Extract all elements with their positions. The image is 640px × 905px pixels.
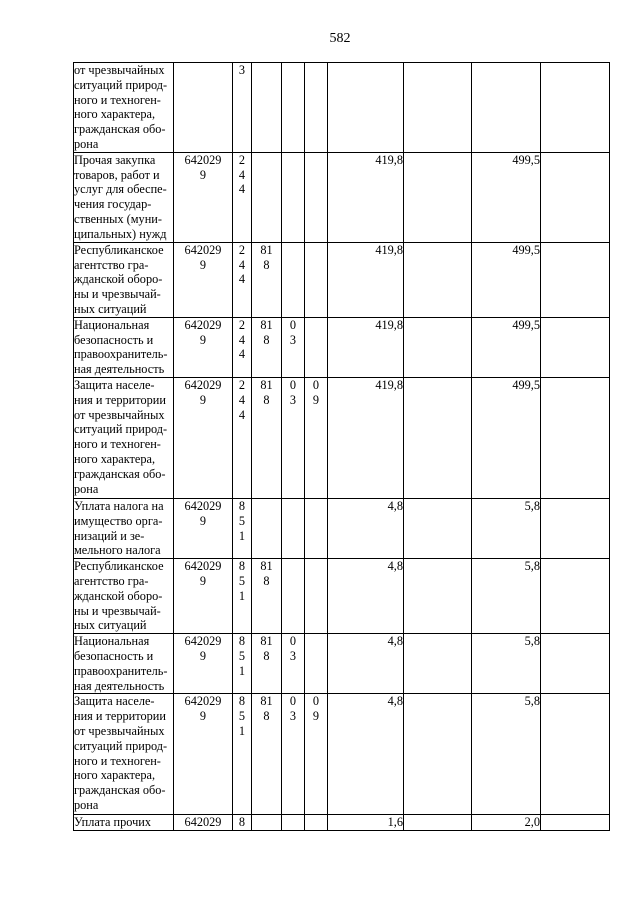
table-row	[74, 317, 610, 377]
target-item-line: 642029	[184, 152, 222, 167]
sum-1-value: 419,8	[375, 377, 403, 392]
subsection-line: 9	[312, 709, 320, 724]
name-line: правоохранитель-	[74, 663, 168, 678]
section-cell	[282, 498, 305, 558]
expense-type-line: 2	[238, 242, 246, 257]
name-line: Национальная	[74, 634, 150, 649]
name-line: ния и территории	[74, 709, 166, 724]
sum-2-cell	[404, 815, 472, 831]
name-line: агентство гра-	[74, 257, 149, 272]
table-row	[74, 152, 610, 242]
target-item-line: 642029	[184, 317, 222, 332]
name-line: чения государ-	[74, 197, 152, 212]
sum-4-cell	[541, 63, 610, 153]
sum-3-value: 5,8	[524, 694, 540, 709]
name-line: ная деятельность	[74, 678, 165, 693]
name-line: от чрезвычайных	[74, 723, 165, 738]
expense-type-line: 2	[238, 317, 246, 332]
sum-4-cell	[541, 559, 610, 634]
name-line: ного характера,	[74, 451, 156, 466]
table-row	[74, 694, 610, 815]
ministry-line: 81	[260, 694, 273, 709]
ministry-line: 8	[263, 257, 270, 272]
name-line: рона	[74, 481, 99, 496]
subsection-cell	[305, 152, 328, 242]
sum-2-cell	[404, 377, 472, 498]
section-cell	[282, 152, 305, 242]
subsection-line: 0	[312, 377, 320, 392]
target-item-cell	[174, 377, 233, 498]
sum-3-value: 5,8	[524, 559, 540, 574]
subsection-cell	[305, 694, 328, 815]
target-item-cell	[174, 242, 233, 317]
table-row	[74, 498, 610, 558]
target-item-cell	[174, 694, 233, 815]
expense-type-line: 5	[238, 573, 246, 588]
name-line: ципальных) нужд	[74, 226, 167, 241]
name-line: услуг для обеспе-	[74, 182, 167, 197]
sum-3-cell	[472, 634, 541, 694]
sum-1-value: 419,8	[375, 317, 403, 332]
ministry-cell	[252, 498, 282, 558]
expense-type-cell	[233, 694, 252, 815]
sum-2-cell	[404, 694, 472, 815]
name-line: Защита населе-	[74, 694, 155, 709]
subsection-cell	[305, 377, 328, 498]
name-line: гражданская обо-	[74, 466, 166, 481]
name-cell	[74, 634, 174, 694]
subsection-cell	[305, 559, 328, 634]
sum-4-cell	[541, 815, 610, 831]
name-cell	[74, 377, 174, 498]
expense-type-line: 4	[238, 407, 246, 422]
expense-type-cell	[233, 377, 252, 498]
name-line: Национальная	[74, 317, 150, 332]
name-line: ситуаций природ-	[74, 77, 168, 92]
sum-1-cell	[328, 377, 404, 498]
sum-1-cell	[328, 559, 404, 634]
name-line: мельного налога	[74, 543, 161, 558]
sum-4-cell	[541, 242, 610, 317]
name-line: ны и чрезвычай-	[74, 287, 161, 302]
name-line: Уплата прочих	[74, 815, 152, 830]
target-item-line: 642029	[184, 815, 222, 830]
target-item-line: 9	[199, 167, 207, 182]
name-line: товаров, работ и	[74, 167, 160, 182]
expense-type-line: 1	[238, 528, 246, 543]
expense-type-line: 5	[238, 709, 246, 724]
sum-1-value: 419,8	[375, 242, 403, 257]
section-line: 0	[289, 694, 297, 709]
sum-4-cell	[541, 317, 610, 377]
sum-1-cell	[328, 317, 404, 377]
sum-3-cell	[472, 152, 541, 242]
sum-4-cell	[541, 634, 610, 694]
subsection-cell	[305, 498, 328, 558]
name-cell	[74, 694, 174, 815]
section-line: 3	[289, 648, 297, 663]
sum-3-value: 499,5	[512, 377, 540, 392]
section-cell	[282, 317, 305, 377]
sum-2-cell	[404, 317, 472, 377]
expense-type-line: 4	[238, 332, 246, 347]
target-item-line: 642029	[184, 694, 222, 709]
expense-type-line: 2	[238, 377, 246, 392]
name-line: Уплата налога на	[74, 498, 164, 513]
expense-type-line: 4	[238, 347, 246, 362]
sum-1-cell	[328, 63, 404, 153]
sum-3-cell	[472, 377, 541, 498]
expense-type-line: 5	[238, 513, 246, 528]
sum-2-cell	[404, 498, 472, 558]
table-row	[74, 815, 610, 831]
name-cell	[74, 559, 174, 634]
name-line: ситуаций природ-	[74, 422, 168, 437]
ministry-cell	[252, 377, 282, 498]
expense-type-line: 8	[238, 498, 246, 513]
name-line: ственных (муни-	[74, 211, 162, 226]
name-line: ная деятельность	[74, 362, 165, 377]
target-item-line: 642029	[184, 377, 222, 392]
name-line: рона	[74, 797, 99, 812]
name-cell	[74, 498, 174, 558]
name-line: жданской оборо-	[74, 588, 163, 603]
name-line: ного характера,	[74, 768, 156, 783]
name-line: Защита населе-	[74, 377, 155, 392]
ministry-line: 8	[263, 648, 270, 663]
target-item-line: 9	[199, 573, 207, 588]
name-line: имущество орга-	[74, 513, 163, 528]
name-cell	[74, 317, 174, 377]
sum-1-cell	[328, 815, 404, 831]
sum-3-cell	[472, 694, 541, 815]
ministry-cell	[252, 317, 282, 377]
sum-3-value: 5,8	[524, 498, 540, 513]
target-item-line: 642029	[184, 242, 222, 257]
subsection-line: 9	[312, 392, 320, 407]
expense-type-cell	[233, 634, 252, 694]
budget-table	[73, 62, 610, 831]
target-item-cell	[174, 498, 233, 558]
target-item-line: 9	[199, 332, 207, 347]
expense-type-cell	[233, 559, 252, 634]
sum-3-value: 499,5	[512, 242, 540, 257]
sum-1-cell	[328, 152, 404, 242]
ministry-cell	[252, 242, 282, 317]
section-cell	[282, 815, 305, 831]
name-line: жданской оборо-	[74, 272, 163, 287]
ministry-line: 81	[260, 242, 273, 257]
subsection-cell	[305, 317, 328, 377]
sum-3-cell	[472, 815, 541, 831]
sum-1-cell	[328, 634, 404, 694]
ministry-line: 8	[263, 709, 270, 724]
name-line: агентство гра-	[74, 573, 149, 588]
sum-3-cell	[472, 63, 541, 153]
sum-1-value: 4,8	[387, 498, 403, 513]
sum-1-cell	[328, 498, 404, 558]
target-item-line: 9	[199, 513, 207, 528]
subsection-line: 0	[312, 694, 320, 709]
section-line: 3	[289, 392, 297, 407]
name-line: от чрезвычайных	[74, 63, 165, 77]
table-row	[74, 559, 610, 634]
sum-1-value: 4,8	[387, 634, 403, 649]
name-line: ного и техноген-	[74, 92, 161, 107]
section-line: 3	[289, 709, 297, 724]
expense-type-cell	[233, 63, 252, 153]
name-line: ного и техноген-	[74, 753, 161, 768]
target-item-cell	[174, 634, 233, 694]
expense-type-line: 1	[238, 663, 246, 678]
table-row	[74, 634, 610, 694]
sum-2-cell	[404, 152, 472, 242]
name-line: ных ситуаций	[74, 301, 147, 316]
section-cell	[282, 242, 305, 317]
expense-type-cell	[233, 815, 252, 831]
expense-type-line: 1	[238, 588, 246, 603]
target-item-line: 9	[199, 709, 207, 724]
table-row	[74, 63, 610, 153]
name-line: безопасность и	[74, 648, 154, 663]
sum-3-cell	[472, 242, 541, 317]
ministry-line: 81	[260, 377, 273, 392]
section-line: 3	[289, 332, 297, 347]
sum-3-value: 499,5	[512, 317, 540, 332]
subsection-cell	[305, 815, 328, 831]
sum-2-cell	[404, 242, 472, 317]
table-row	[74, 377, 610, 498]
expense-type-line: 8	[238, 634, 246, 649]
ministry-line: 8	[263, 573, 270, 588]
target-item-line: 642029	[184, 634, 222, 649]
target-item-cell	[174, 152, 233, 242]
name-line: Республиканское	[74, 242, 164, 257]
ministry-cell	[252, 152, 282, 242]
page-number: 582	[329, 31, 351, 46]
expense-type-line: 1	[238, 723, 246, 738]
subsection-cell	[305, 63, 328, 153]
sum-3-value: 499,5	[512, 152, 540, 167]
ministry-cell	[252, 694, 282, 815]
name-line: ного характера,	[74, 107, 156, 122]
name-line: Прочая закупка	[74, 152, 156, 167]
sum-1-value: 4,8	[387, 559, 403, 574]
table-row	[74, 242, 610, 317]
sum-1-value: 1,6	[387, 815, 403, 830]
ministry-line: 8	[263, 392, 270, 407]
target-item-line: 9	[199, 257, 207, 272]
sum-3-cell	[472, 498, 541, 558]
section-cell	[282, 559, 305, 634]
sum-3-cell	[472, 317, 541, 377]
section-line: 0	[289, 317, 297, 332]
expense-type-line: 5	[238, 648, 246, 663]
ministry-cell	[252, 815, 282, 831]
expense-type-cell	[233, 317, 252, 377]
sum-2-cell	[404, 559, 472, 634]
name-line: ситуаций природ-	[74, 738, 168, 753]
ministry-cell	[252, 559, 282, 634]
ministry-cell	[252, 634, 282, 694]
section-cell	[282, 377, 305, 498]
section-cell	[282, 634, 305, 694]
expense-type-line: 4	[238, 182, 246, 197]
name-line: ных ситуаций	[74, 618, 147, 633]
sum-1-value: 4,8	[387, 694, 403, 709]
sum-2-cell	[404, 63, 472, 153]
expense-type-line: 4	[238, 392, 246, 407]
target-item-line: 642029	[184, 559, 222, 574]
name-line: Республиканское	[74, 559, 164, 574]
expense-type-cell	[233, 152, 252, 242]
subsection-cell	[305, 634, 328, 694]
section-line: 0	[289, 377, 297, 392]
name-line: ния и территории	[74, 392, 166, 407]
budget-table-body	[74, 63, 610, 831]
section-line: 0	[289, 634, 297, 649]
ministry-line: 81	[260, 634, 273, 649]
target-item-cell	[174, 815, 233, 831]
name-line: ны и чрезвычай-	[74, 603, 161, 618]
name-line: правоохранитель-	[74, 347, 168, 362]
expense-type-line: 4	[238, 167, 246, 182]
subsection-cell	[305, 242, 328, 317]
name-line: безопасность и	[74, 332, 154, 347]
expense-type-line: 2	[238, 152, 246, 167]
section-cell	[282, 63, 305, 153]
sum-2-cell	[404, 634, 472, 694]
name-line: ного и техноген-	[74, 437, 161, 452]
name-line: гражданская обо-	[74, 783, 166, 798]
expense-type-cell	[233, 242, 252, 317]
expense-type-line: 3	[238, 63, 246, 77]
ministry-line: 8	[263, 332, 270, 347]
section-cell	[282, 694, 305, 815]
sum-4-cell	[541, 694, 610, 815]
name-cell	[74, 242, 174, 317]
name-line: гражданская обо-	[74, 122, 166, 137]
ministry-line: 81	[260, 317, 273, 332]
expense-type-line: 4	[238, 272, 246, 287]
target-item-cell	[174, 63, 233, 153]
expense-type-line: 8	[238, 559, 246, 574]
sum-3-cell	[472, 559, 541, 634]
name-cell	[74, 63, 174, 153]
name-cell	[74, 815, 174, 831]
sum-3-value: 2,0	[524, 815, 540, 830]
target-item-cell	[174, 317, 233, 377]
expense-type-cell	[233, 498, 252, 558]
expense-type-line: 8	[238, 694, 246, 709]
sum-1-cell	[328, 242, 404, 317]
target-item-line: 9	[199, 648, 207, 663]
ministry-cell	[252, 63, 282, 153]
expense-type-line: 4	[238, 257, 246, 272]
sum-1-cell	[328, 694, 404, 815]
sum-4-cell	[541, 498, 610, 558]
name-line: рона	[74, 136, 99, 151]
ministry-line: 81	[260, 559, 273, 574]
target-item-line: 9	[199, 392, 207, 407]
sum-3-value: 5,8	[524, 634, 540, 649]
sum-4-cell	[541, 152, 610, 242]
name-line: от чрезвычайных	[74, 407, 165, 422]
target-item-line: 642029	[184, 498, 222, 513]
sum-4-cell	[541, 377, 610, 498]
name-line: низаций и зе-	[74, 528, 145, 543]
expense-type-line: 8	[238, 815, 246, 830]
target-item-cell	[174, 559, 233, 634]
sum-1-value: 419,8	[375, 152, 403, 167]
name-cell	[74, 152, 174, 242]
